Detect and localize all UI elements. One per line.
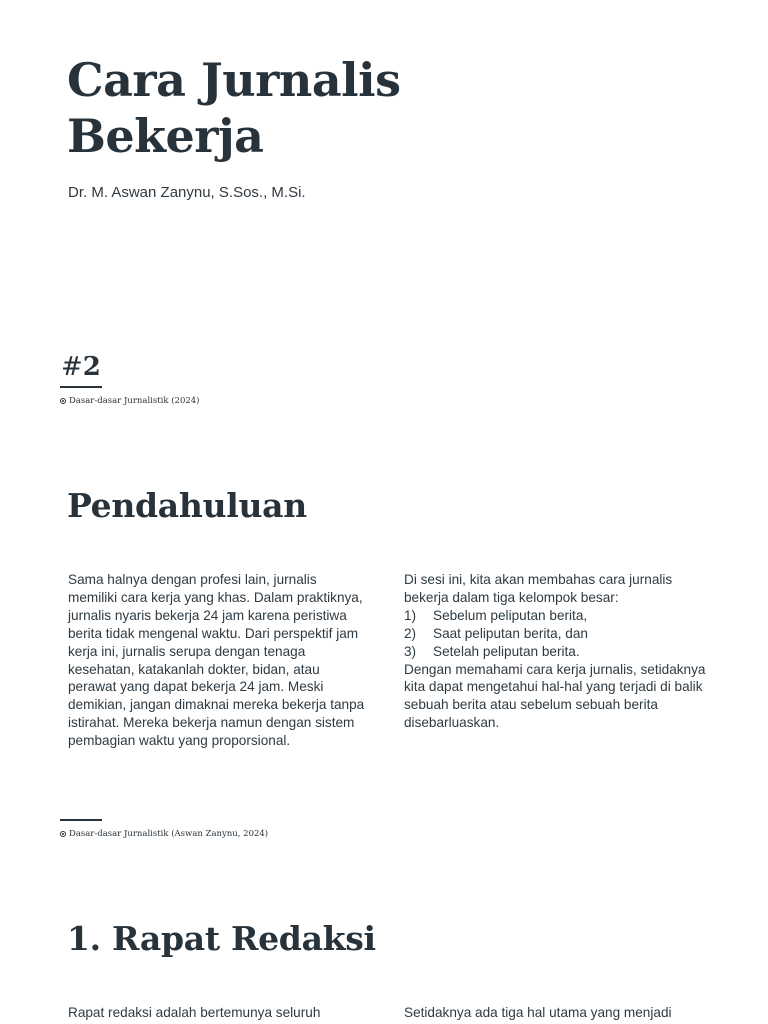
section-hash: # <box>61 352 83 382</box>
list-item-text: Sebelum peliputan berita, <box>433 607 588 623</box>
document-title <box>67 52 487 164</box>
rapat-right-paragraph: Setidaknya ada tiga hal utama yang menjadi <box>404 1005 672 1020</box>
list-marker: 3) <box>404 643 417 659</box>
author-name: Dr. M. Aswan Zanynu, S.Sos., M.Si. <box>68 184 306 201</box>
list-marker: 2) <box>404 625 417 641</box>
intro-right-column <box>404 571 709 732</box>
intro-list <box>404 607 709 661</box>
intro-left-paragraph: Sama halnya dengan profesi lain, jurnalis memiliki cara kerja yang khas. Dalam praktiknya, jurnalis nyaris bekerja 24 jam karena peristiwa berita tidak mengenal waktu. Dari perspektif jam kerja ini, jurnalis serupa dengan tenaga kesehatan, katakanlah dokter, bidan, atau perawat yang dapat bekerja 24 jam. Meski demikian, jangan dimaknai mereka bekerja tanpa istirahat. Mereka bekerja namun dengan sistem pembagian waktu yang proporsional. <box>68 572 365 749</box>
section-divider <box>60 819 102 821</box>
section-number <box>61 350 101 384</box>
bullet-icon <box>60 398 66 404</box>
footer-caption <box>60 395 200 407</box>
section-divider <box>60 386 102 388</box>
footer-caption-text: Dasar-dasar Jurnalistik (2024) <box>69 396 200 406</box>
title-line-2: Bekerja <box>67 109 264 163</box>
list-item-text: Saat peliputan berita, dan <box>433 625 588 641</box>
list-item <box>404 625 709 643</box>
list-item <box>404 643 709 661</box>
list-marker: 1) <box>404 607 417 623</box>
list-item-text: Setelah peliputan berita. <box>433 643 580 659</box>
footer-caption <box>60 828 268 840</box>
section-heading-intro: Pendahuluan <box>67 486 307 525</box>
section-heading-rapat: 1. Rapat Redaksi <box>67 919 376 958</box>
rapat-left-paragraph: Rapat redaksi adalah bertemunya seluruh <box>68 1005 321 1020</box>
footer-caption-text: Dasar-dasar Jurnalistik (Aswan Zanynu, 2024) <box>69 829 269 839</box>
section-number-value: 2 <box>82 352 101 382</box>
intro-right-closing: Dengan memahami cara kerja jurnalis, setidaknya kita dapat mengetahui hal-hal yang terjadi di balik sebuah berita atau sebelum sebuah berita disebarluaskan. <box>404 661 706 731</box>
intro-right-intro: Di sesi ini, kita akan membahas cara jurnalis bekerja dalam tiga kelompok besar: <box>404 572 673 605</box>
title-line-1: Cara Jurnalis <box>67 53 401 107</box>
bullet-icon <box>60 831 66 837</box>
list-item <box>404 607 709 625</box>
